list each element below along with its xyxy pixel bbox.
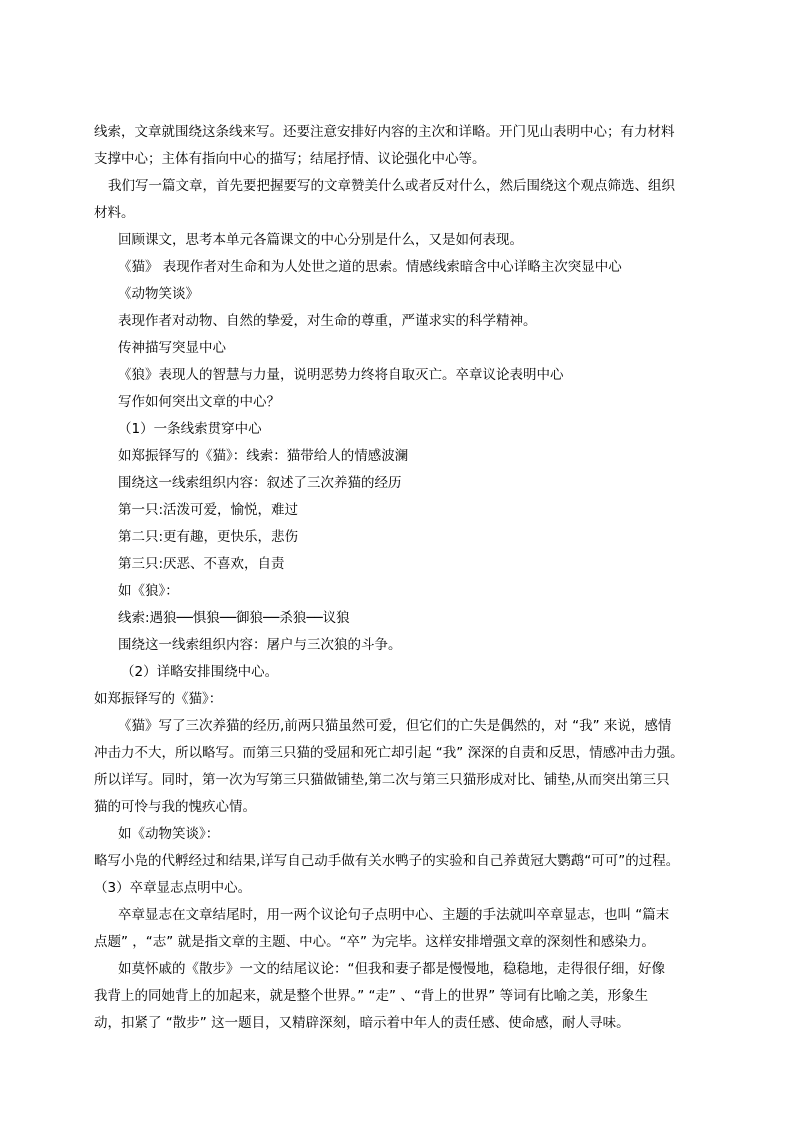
text-line: 如郑振铎写的《猫》：线索：猫带给人的情感波澜: [118, 448, 409, 464]
text-line: 表现作者对动物、自然的挚爱，对生命的尊重，严谨求实的科学精神。: [118, 313, 537, 329]
text-line: 如《动物笑谈》：: [118, 826, 220, 842]
text-line: 卒章显志在文章结尾时，用一两个议论句子点明中心、主题的手法就叫卒章显志，也叫 “篇末: [118, 907, 670, 923]
text-line: 回顾课文，思考本单元各篇课文的中心分别是什么，又是如何表现。: [118, 232, 523, 248]
text-line: 第二只:更有趣，更快乐，悲伤: [118, 529, 299, 545]
text-line: 我背上的同她背上的加起来，就是整个世界。” “走” 、“背上的世界” 等词有比喻之美，形象生: [94, 988, 649, 1004]
text-line: 点题” ，“志” 就是指文章的主题、中心。“卒” 为完毕。这样安排增强文章的深刻性和感染力。: [94, 934, 655, 950]
text-line: 第一只:活泼可爱，愉悦，难过: [118, 502, 299, 518]
text-line: 如莫怀戚的《散步》一文的结尾议论：“但我和妻子都是慢慢地，稳稳地，走得很仔细，好像: [118, 961, 665, 977]
text-line: 动，扣紧了 “散步” 这一题目，又精辟深刻，暗示着中年人的责任感、使命感，耐人寻味。: [94, 1015, 630, 1031]
text-line: 《猫》 表现作者对生命和为人处世之道的思索。情感线索暗含中心详略主次突显中心: [118, 259, 622, 275]
text-line: 支撑中心；主体有指向中心的描写；结尾抒情、议论强化中心等。: [94, 151, 486, 167]
text-line: 围绕这一线索组织内容：叙述了三次养猫的经历: [118, 475, 402, 491]
text-line: 第三只:厌恶、不喜欢，自责: [118, 556, 285, 572]
text-line: 写作如何突出文章的中心？: [118, 394, 280, 410]
text-line: 《狼》表现人的智慧与力量，说明恶势力终将自取灭亡。卒章议论表明中心: [118, 367, 564, 383]
text-line: 我们写一篇文章，首先要把握要写的文章赞美什么或者反对什么，然后围绕这个观点筛选、组织: [108, 178, 675, 194]
text-line: （1）一条线索贯穿中心: [118, 421, 262, 437]
text-line: （2）详略安排围绕中心。: [121, 664, 279, 680]
text-line: 如郑振铎写的《猫》：: [94, 691, 223, 707]
text-line: 所以详写。同时，第一次为写第三只猫做铺垫,第二次与第三只猫形成对比、铺垫,从而突出第三只: [94, 772, 670, 788]
text-line: （3）卒章显志点明中心。: [94, 880, 252, 896]
text-line: 传神描写突显中心: [118, 340, 226, 356]
text-line: 《猫》写了三次养猫的经历,前两只猫虽然可爱，但它们的亡失是偶然的，对 “我” 来说，感情: [118, 718, 672, 734]
text-line: 冲击力不大，所以略写。而第三只猫的受屈和死亡却引起 “我” 深深的自责和反思，情感冲击力强。: [94, 745, 684, 761]
text-line: 《动物笑谈》: [118, 286, 199, 302]
text-line: 如《狼》：: [118, 583, 179, 599]
text-line: 线索:遇狼──惧狼──御狼──杀狼──议狼: [118, 610, 350, 626]
text-line: 猫的可怜与我的愧疚心情。: [94, 799, 256, 815]
text-line: 围绕这一线索组织内容：屠户与三次狼的斗争。: [118, 637, 402, 653]
text-line: 略写小凫的代孵经过和结果,详写自己动手做有关水鸭子的实验和自己养黄冠大鹦鹉“可可”的过程。: [94, 853, 680, 869]
text-line: 材料。: [94, 205, 135, 221]
text-line: 线索，文章就围绕这条线来写。还要注意安排好内容的主次和详略。开门见山表明中心；有力材料: [94, 124, 675, 140]
